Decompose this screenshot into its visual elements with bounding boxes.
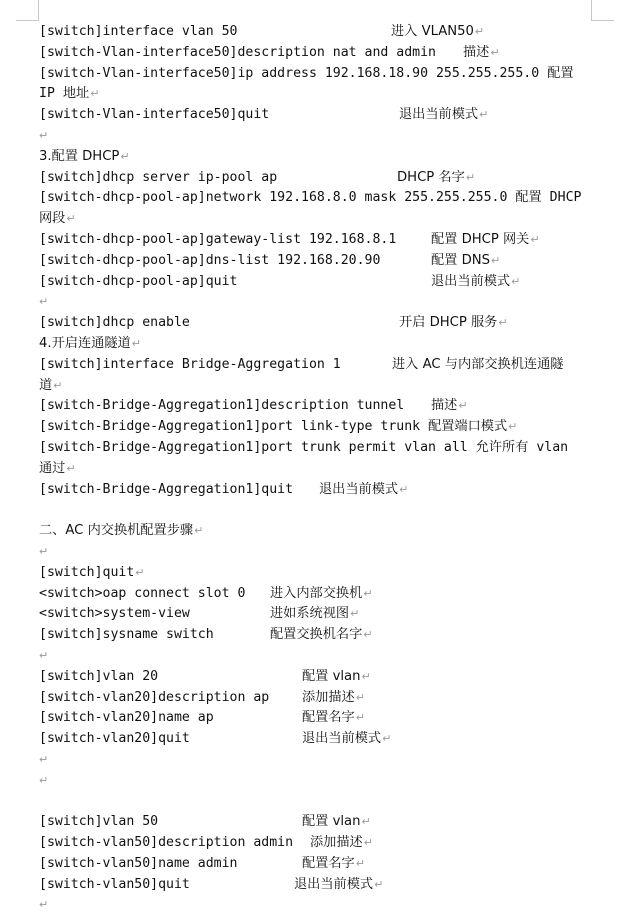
page-corner-mark-left	[16, 0, 39, 21]
document-line	[39, 355, 599, 376]
command-text	[39, 542, 48, 563]
document-line	[39, 168, 599, 189]
document-line	[39, 105, 599, 126]
command-text: [switch-dhcp-pool-ap]quit	[39, 273, 238, 289]
empty-paragraph	[39, 542, 599, 563]
paragraph-mark-icon: ↵	[39, 128, 49, 142]
comment-text: 配置名字↵	[302, 855, 365, 871]
empty-paragraph	[39, 646, 599, 667]
command-text: [switch]dhcp server ip-pool ap	[39, 169, 278, 185]
paragraph-mark-icon: ↵	[530, 232, 540, 246]
comment-text: 退出当前模式↵	[319, 481, 409, 497]
comment-text: 添加描述↵	[310, 835, 373, 851]
paragraph-mark-icon: ↵	[194, 524, 204, 538]
document-line	[39, 480, 599, 501]
paragraph-mark-icon: ↵	[135, 565, 145, 579]
comment-text: 进入 AC 与内部交换机连通隧	[392, 356, 564, 372]
document-line	[39, 584, 599, 605]
empty-paragraph	[39, 771, 599, 792]
comment-text: 配置交换机名字↵	[270, 627, 373, 643]
paragraph-mark-icon: ↵	[490, 253, 501, 267]
command-text: [switch]vlan 20	[39, 668, 159, 684]
comment-text: 配置名字↵	[302, 710, 365, 726]
paragraph-mark-icon: ↵	[350, 607, 360, 621]
command-text	[39, 750, 48, 771]
document-line	[39, 22, 599, 43]
command-text: [switch-Bridge-Aggregation1]description tunnel	[39, 398, 405, 414]
empty-paragraph	[39, 895, 599, 916]
comment-text: 添加描述↵	[302, 689, 365, 705]
document-line	[39, 272, 599, 293]
document-line	[39, 376, 599, 397]
empty-paragraph	[39, 791, 599, 812]
empty-paragraph	[39, 750, 599, 771]
paragraph-mark-icon: ↵	[39, 648, 49, 662]
command-text	[39, 292, 48, 313]
comment-text: 退出当前模式↵	[294, 876, 384, 892]
paragraph-mark-icon: ↵	[90, 87, 100, 101]
heading-text: 二、AC 内交换机配置步骤↵	[39, 523, 204, 539]
command-text: [switch-Bridge-Aggregation1]port trunk permit vlan all 允许所有 vlan	[39, 439, 569, 455]
paragraph-mark-icon: ↵	[66, 212, 76, 226]
page-corner-mark-right	[591, 0, 614, 21]
paragraph-mark-icon: ↵	[361, 815, 371, 829]
heading-text: 3.配置 DHCP↵	[39, 148, 130, 164]
comment-text: 退出当前模式↵	[431, 273, 521, 289]
command-text: [switch]interface Bridge-Aggregation 1	[39, 356, 341, 372]
document-line	[39, 729, 599, 750]
document-line	[39, 417, 599, 438]
comment-text: 进入 VLAN50↵	[391, 24, 485, 39]
paragraph-mark-icon: ↵	[39, 544, 49, 558]
paragraph-mark-icon: ↵	[458, 399, 468, 413]
empty-paragraph	[39, 292, 599, 313]
paragraph-mark-icon: ↵	[511, 274, 521, 288]
section-heading	[39, 521, 599, 542]
paragraph-mark-icon: ↵	[120, 149, 130, 163]
paragraph-mark-icon: ↵	[39, 773, 49, 787]
document-line	[39, 459, 599, 480]
document-line	[39, 833, 599, 854]
command-text: <switch>oap connect slot 0	[39, 585, 246, 601]
document-line	[39, 812, 599, 833]
document-line	[39, 625, 599, 646]
document-line	[39, 438, 599, 459]
paragraph-mark-icon: ↵	[361, 669, 371, 683]
document-line	[39, 708, 599, 729]
document-line	[39, 84, 599, 105]
paragraph-mark-icon: ↵	[479, 108, 489, 122]
comment-text: 退出当前模式↵	[302, 731, 392, 747]
document-line	[39, 64, 599, 85]
command-text: [switch-Vlan-interface50]description nat and admin	[39, 44, 436, 60]
paragraph-mark-icon: ↵	[66, 461, 76, 475]
command-text: 通过↵	[39, 460, 76, 476]
paragraph-mark-icon: ↵	[508, 420, 518, 434]
paragraph-mark-icon: ↵	[363, 836, 373, 850]
paragraph-mark-icon: ↵	[363, 628, 373, 642]
paragraph-mark-icon: ↵	[465, 170, 476, 184]
document-line	[39, 396, 599, 417]
command-text: <switch>system-view	[39, 606, 190, 622]
paragraph-mark-icon: ↵	[382, 732, 392, 746]
command-text: [switch]quit↵	[39, 564, 145, 580]
empty-paragraph	[39, 500, 599, 521]
paragraph-mark-icon: ↵	[399, 482, 409, 496]
command-text: [switch-vlan50]name admin	[39, 855, 238, 871]
command-text: [switch-Vlan-interface50]ip address 192.168.18.90 255.255.255.0 配置	[39, 65, 574, 81]
document-line	[39, 251, 599, 272]
command-text: [switch]sysname switch	[39, 627, 214, 643]
command-text: [switch-dhcp-pool-ap]network 192.168.8.0 mask 255.255.255.0 配置 DHCP	[39, 190, 582, 206]
command-text: [switch-vlan20]name ap	[39, 710, 214, 726]
document-line	[39, 230, 599, 251]
paragraph-mark-icon: ↵	[355, 711, 365, 725]
heading-text: 4.开启连通隧道↵	[39, 335, 141, 351]
comment-text: 配置 DNS↵	[431, 252, 501, 268]
command-text: [switch]interface vlan 50	[39, 24, 238, 39]
comment-text: 退出当前模式↵	[399, 107, 489, 123]
document-line	[39, 875, 599, 896]
comment-text: DHCP 名字↵	[397, 169, 476, 185]
command-text: 网段↵	[39, 211, 76, 227]
command-text: [switch-vlan50]quit	[39, 876, 190, 892]
comment-text: 进如系统视图↵	[270, 606, 360, 622]
command-text: [switch]dhcp enable	[39, 315, 190, 331]
command-text: 道↵	[39, 377, 63, 393]
paragraph-mark-icon: ↵	[39, 898, 49, 912]
paragraph-mark-icon: ↵	[363, 586, 373, 600]
paragraph-mark-icon: ↵	[39, 752, 49, 766]
command-text: [switch-Bridge-Aggregation1]quit	[39, 481, 294, 497]
command-text: [switch-vlan20]quit	[39, 731, 190, 747]
paragraph-mark-icon: ↵	[355, 690, 365, 704]
empty-paragraph	[39, 126, 599, 147]
command-text	[39, 771, 48, 792]
document-line	[39, 209, 599, 230]
command-text: IP 地址↵	[39, 86, 100, 102]
document-line	[39, 188, 599, 209]
document-line	[39, 854, 599, 875]
command-text: [switch-dhcp-pool-ap]dns-list 192.168.20.90	[39, 252, 381, 268]
comment-text: 配置 vlan↵	[302, 814, 371, 830]
command-text	[39, 646, 48, 667]
document-line	[39, 313, 599, 334]
paragraph-mark-icon: ↵	[355, 856, 365, 870]
document-body[interactable]	[39, 22, 599, 916]
command-text: [switch-vlan20]description ap	[39, 689, 270, 705]
comment-text: 开启 DHCP 服务↵	[399, 315, 508, 331]
comment-text: 配置 vlan↵	[302, 668, 371, 684]
command-text	[39, 126, 48, 147]
document-line	[39, 604, 599, 625]
command-text	[39, 895, 48, 916]
paragraph-mark-icon: ↵	[131, 336, 141, 350]
paragraph-mark-icon: ↵	[474, 25, 485, 38]
comment-text: 配置 DHCP 网关↵	[431, 231, 540, 247]
document-line	[39, 563, 599, 584]
section-heading	[39, 147, 599, 168]
command-text: [switch]vlan 50	[39, 814, 159, 830]
paragraph-mark-icon: ↵	[490, 45, 500, 59]
comment-text: 描述↵	[463, 44, 500, 60]
command-text: [switch-dhcp-pool-ap]gateway-list 192.168.8.1	[39, 231, 397, 247]
command-text: [switch-Bridge-Aggregation1]port link-type trunk 配置端口模式↵	[39, 419, 518, 435]
comment-text: 进入内部交换机↵	[270, 585, 373, 601]
command-text: [switch-vlan50]description admin	[39, 835, 294, 851]
paragraph-mark-icon: ↵	[39, 295, 49, 309]
paragraph-mark-icon: ↵	[53, 378, 63, 392]
paragraph-mark-icon: ↵	[498, 316, 508, 330]
document-line	[39, 43, 599, 64]
paragraph-mark-icon: ↵	[374, 877, 384, 891]
section-heading	[39, 334, 599, 355]
document-line	[39, 667, 599, 688]
comment-text: 描述↵	[431, 398, 468, 414]
command-text: [switch-Vlan-interface50]quit	[39, 107, 270, 123]
document-line	[39, 688, 599, 709]
